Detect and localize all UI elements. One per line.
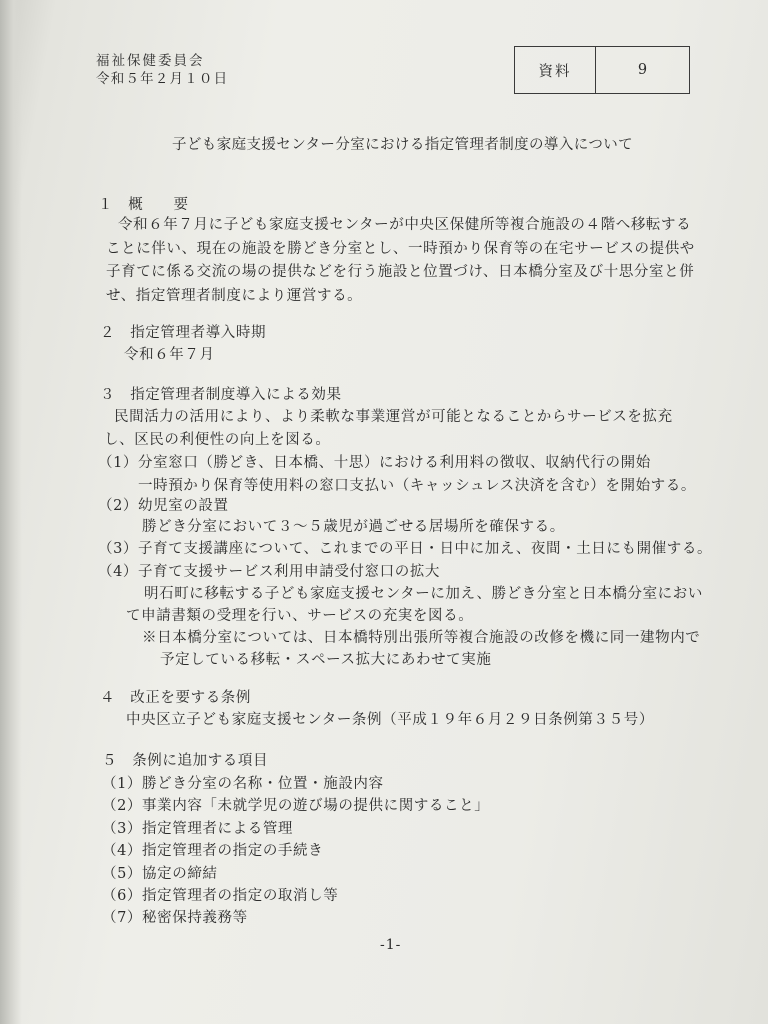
section-2-body-line: 令和６年７月 [124, 347, 215, 363]
section-3-item-line: 勝どき分室において３～５歳児が過ごせる居場所を確保する。 [142, 519, 565, 535]
section-5-item: （2）事業内容「未就学児の遊び場の提供に関すること」 [102, 798, 490, 814]
section-1-body-line: せ、指定管理者制度により運営する。 [106, 288, 363, 304]
section-5-heading: ５ 条例に追加する項目 [102, 753, 269, 769]
document-title: 子ども家庭支援センター分室における指定管理者制度の導入について [172, 137, 634, 153]
section-4-body-line: 中央区立子ども家庭支援センター条例（平成１９年６月２９日条例第３５号） [126, 712, 654, 728]
section-3-heading: ３ 指定管理者制度導入による効果 [100, 387, 342, 403]
section-3-item-label: （4）子育て支援サービス利用申請受付窓口の拡大 [98, 564, 441, 580]
section-1-heading: １ 概 要 [98, 197, 189, 213]
section-3-body-line: 民間活力の活用により、より柔軟な事業運営が可能となることからサービスを拡充 [114, 409, 673, 425]
section-3-item-label: （1）分室窓口（勝どき、日本橋、十思）における利用料の徴収、収納代行の開始 [98, 455, 651, 471]
section-3-item-label: （3）子育て支援講座について、これまでの平日・日中に加え、夜間・土日にも開催する。 [98, 541, 713, 557]
section-5-item: （3）指定管理者による管理 [102, 821, 294, 837]
section-3-item-label: （2）幼児室の設置 [98, 498, 229, 514]
section-3-item-line: 明石町に移転する子ども家庭支援センターに加え、勝どき分室と日本橋分室におい [144, 586, 703, 602]
section-5-item: （5）協定の締結 [102, 866, 218, 882]
section-5-item: （4）指定管理者の指定の手続き [102, 843, 324, 859]
section-3-item-line: 予定している移転・スペース拡大にあわせて実施 [160, 652, 492, 668]
section-1-body-line: 子育てに係る交流の場の提供などを行う施設と位置づけ、日本橋分室及び十思分室と併 [106, 264, 695, 280]
section-2-heading: ２ 指定管理者導入時期 [100, 325, 267, 341]
section-3-item-line: ※日本橋分室については、日本橋特別出張所等複合施設の改修を機に同一建物内で [142, 630, 701, 646]
committee-name: 福祉保健委員会 [96, 53, 205, 69]
section-3-body-line: し、区民の利便性の向上を図る。 [104, 432, 331, 448]
section-5-item: （6）指定管理者の指定の取消し等 [102, 888, 339, 904]
section-3-item-line: 一時預かり保育等使用料の窓口支払い（キャッシュレス決済を含む）を開始する。 [138, 478, 696, 494]
section-1-body-line: 令和６年７月に子ども家庭支援センターが中央区保健所等複合施設の４階へ移転する [118, 217, 692, 233]
section-4-heading: ４ 改正を要する条例 [100, 690, 251, 706]
document-date: 令和５年２月１０日 [96, 71, 229, 87]
document-label: 資料 [515, 47, 596, 93]
section-5-item: （1）勝どき分室の名称・位置・施設内容 [102, 776, 384, 792]
document-number-box [514, 46, 690, 94]
page-edge-shadow [0, 0, 22, 1024]
page-number: -1- [380, 937, 402, 953]
section-3-item-line: て申請書類の受理を行い、サービスの充実を図る。 [126, 608, 474, 624]
section-5-item: （7）秘密保持義務等 [102, 910, 248, 926]
section-1-body-line: ことに伴い、現在の施設を勝どき分室とし、一時預かり保育等の在宅サービスの提供や [106, 241, 695, 257]
document-number: 9 [637, 62, 648, 78]
